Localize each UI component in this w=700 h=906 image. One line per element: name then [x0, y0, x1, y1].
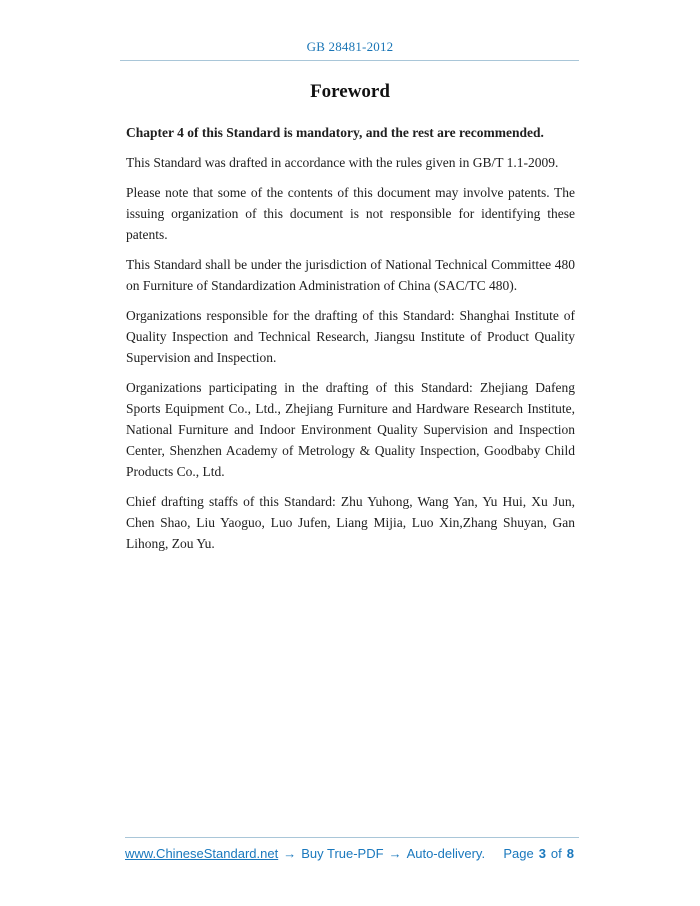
arrow-right-icon: →	[283, 846, 297, 861]
footer	[125, 846, 579, 861]
current-page-number: 3	[538, 846, 546, 861]
foreword-paragraph-jurisdiction: This Standard shall be under the jurisdiction of National Technical Committee 480 on Furniture of Standardization Administration of China (SAC/TC 480).	[126, 257, 575, 293]
page-word: Page	[503, 846, 534, 861]
foreword-body	[126, 122, 575, 563]
total-page-number: 8	[566, 846, 574, 861]
footer-buy-text: Buy True-PDF	[301, 846, 384, 861]
footer-delivery-text: Auto-delivery.	[406, 846, 486, 861]
page-title: Foreword	[310, 81, 390, 102]
footer-promo	[125, 846, 485, 861]
foreword-paragraph-chief-drafters: Chief drafting staffs of this Standard: Zhu Yuhong, Wang Yan, Yu Hui, Xu Jun, Chen Shao, Liu Yaoguo, Luo Jufen, Liang Mijia, Luo Xin,Zhang Shuyan, Gan Lihong, Zou Yu.	[126, 494, 575, 551]
foreword-paragraph-mandatory: Chapter 4 of this Standard is mandatory, and the rest are recommended.	[126, 125, 544, 140]
foreword-paragraph-patents: Please note that some of the contents of this document may involve patents. The issuing organization of this document is not responsible for identifying these patents.	[126, 185, 575, 242]
foreword-paragraph-organizations-responsible: Organizations responsible for the drafting of this Standard: Shanghai Institute of Quality Inspection and Technical Research, Jiangsu Institute of Product Quality Supervision and Inspection.	[126, 308, 575, 365]
foreword-paragraph-organizations-participating: Organizations participating in the drafting of this Standard: Zhejiang Dafeng Sports Equipment Co., Ltd., Zhejiang Furniture and Hardware Research Institute, National Furniture and Indoor Environment Quality Supervision and Inspection Center, Shenzhen Academy of Metrology & Quality Inspection, Goodbaby Child Products Co., Ltd.	[126, 380, 575, 479]
header-doc-number: GB 28481-2012	[306, 39, 394, 54]
page-indicator	[503, 846, 579, 861]
footer-website-link[interactable]: www.ChineseStandard.net	[125, 846, 279, 861]
foreword-paragraph-drafted: This Standard was drafted in accordance with the rules given in GB/T 1.1-2009.	[126, 155, 559, 170]
arrow-right-icon: →	[388, 846, 402, 861]
footer-divider	[125, 837, 579, 838]
of-word: of	[550, 846, 562, 861]
header-divider	[120, 60, 579, 61]
